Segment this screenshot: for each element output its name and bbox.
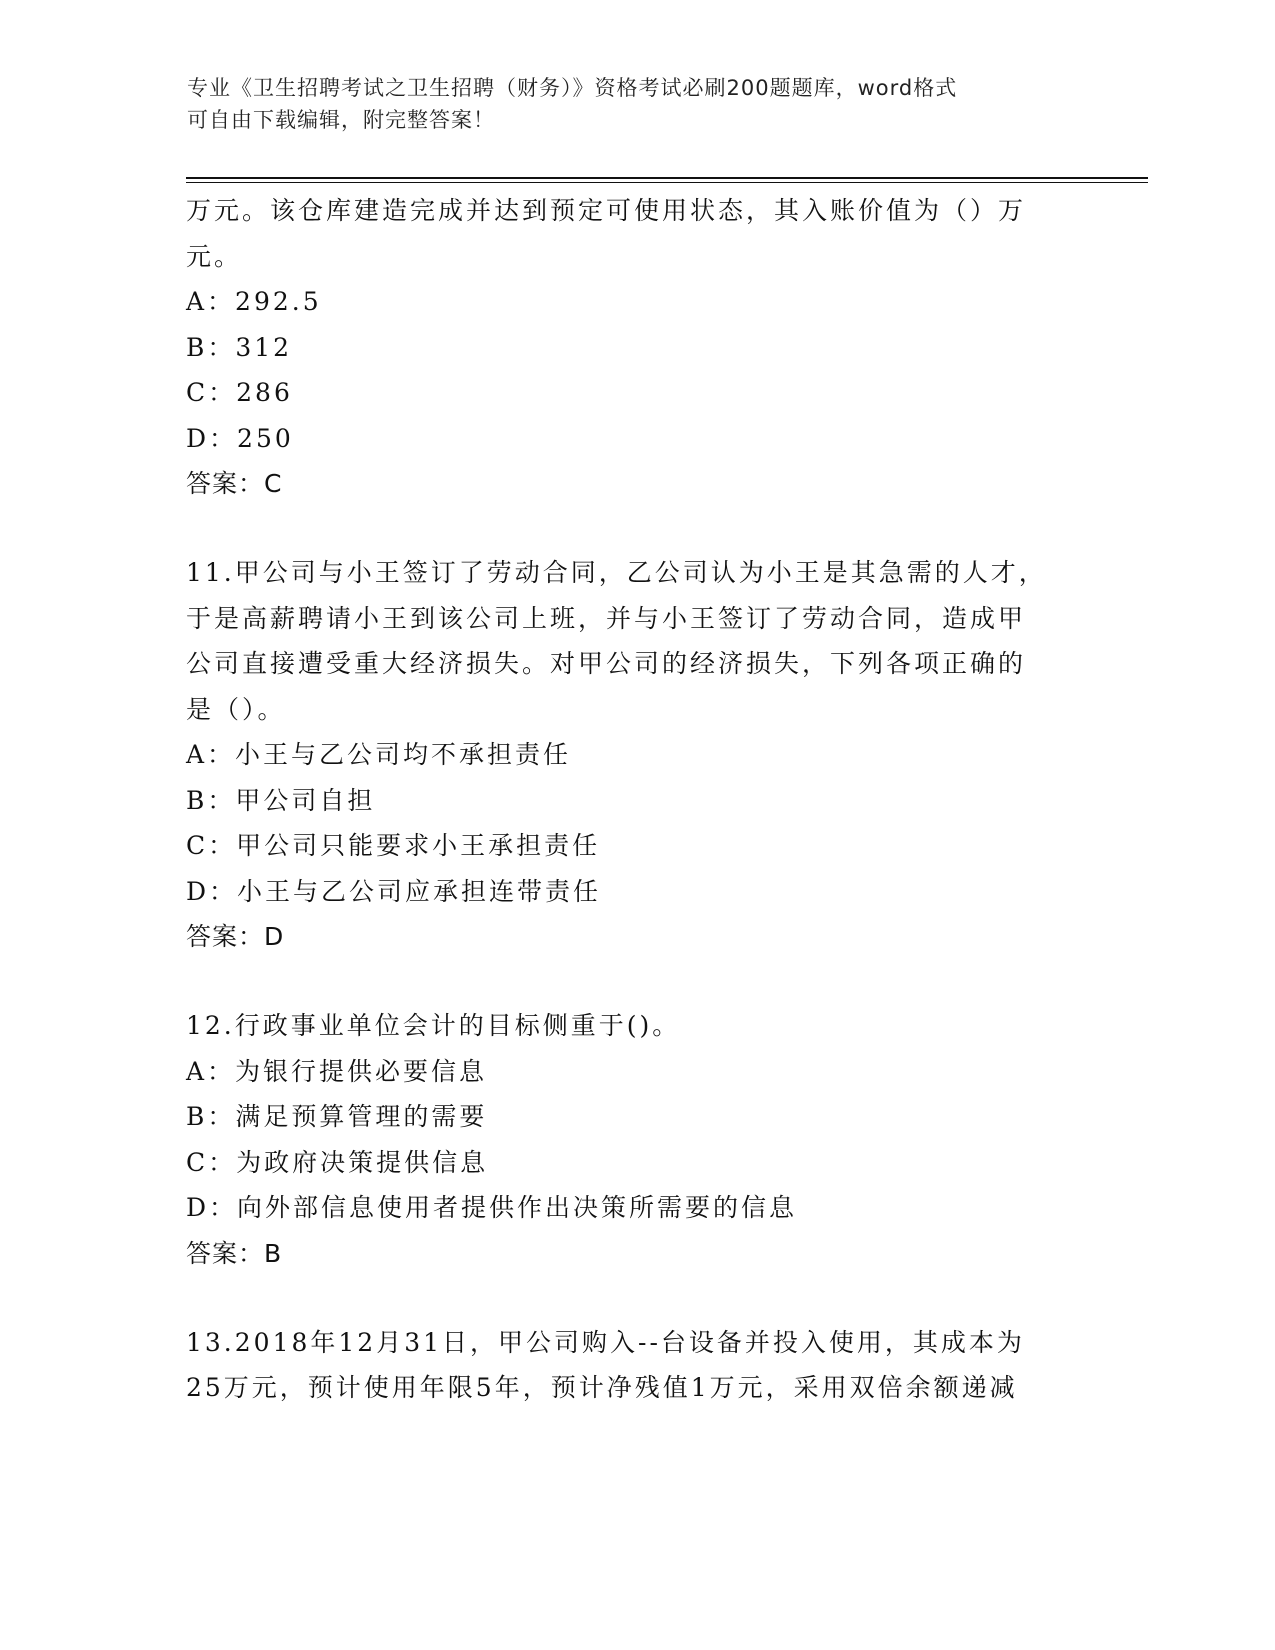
- spacer: [186, 959, 1086, 1003]
- header-rule-thin: [186, 182, 1148, 183]
- option-a: A：小王与乙公司均不承担责任: [186, 740, 572, 769]
- question-text: 万元。该仓库建造完成并达到预定可使用状态，其入账价值为（）万: [186, 196, 1027, 225]
- question-12: [186, 1003, 1086, 1276]
- option-d: D：250: [186, 423, 294, 453]
- option-b: B：312: [186, 332, 293, 362]
- option-c: C：286: [186, 378, 293, 407]
- answer: 答案：C: [186, 469, 283, 498]
- answer: 答案：B: [186, 1238, 283, 1268]
- header-line-2: 可自由下载编辑，附完整答案！: [187, 108, 495, 132]
- question-text: 公司直接遭受重大经济损失。对甲公司的经济损失，下列各项正确的: [186, 649, 1027, 678]
- question-text: 12.行政事业单位会计的目标侧重于()。: [186, 1011, 681, 1040]
- question-text: 13.2018年12月31日，甲公司购入--台设备并投入使用，其成本为: [186, 1327, 1025, 1357]
- question-10: [186, 188, 1086, 506]
- option-b: B：满足预算管理的需要: [186, 1102, 488, 1131]
- option-c: C：为政府决策提供信息: [186, 1147, 489, 1177]
- question-13: [186, 1320, 1086, 1411]
- question-11: [186, 550, 1086, 959]
- option-b: B：甲公司自担: [186, 785, 376, 815]
- question-text: 25万元，预计使用年限5年，预计净残值1万元，采用双倍余额递减: [186, 1373, 1018, 1402]
- header-line-1: 专业《卫生招聘考试之卫生招聘（财务）》资格考试必刷200题题库，word格式: [187, 76, 958, 100]
- option-a: A：为银行提供必要信息: [186, 1056, 488, 1086]
- document-header: [187, 72, 1067, 136]
- option-d: D：小王与乙公司应承担连带责任: [186, 876, 602, 906]
- spacer: [186, 506, 1086, 550]
- question-text: 11.甲公司与小王签订了劳动合同，乙公司认为小王是其急需的人才，: [186, 558, 1047, 587]
- header-rule-thick: [186, 177, 1148, 179]
- question-text: 元。: [186, 241, 243, 271]
- spacer: [186, 1276, 1086, 1320]
- answer: 答案：D: [186, 922, 285, 951]
- option-d: D：向外部信息使用者提供作出决策所需要的信息: [186, 1193, 798, 1222]
- question-text: 于是高薪聘请小王到该公司上班，并与小王签订了劳动合同，造成甲: [186, 603, 1027, 633]
- option-c: C：甲公司只能要求小王承担责任: [186, 831, 601, 860]
- question-content: [186, 188, 1086, 1411]
- option-a: A：292.5: [186, 287, 322, 316]
- question-text: 是（）。: [186, 694, 286, 724]
